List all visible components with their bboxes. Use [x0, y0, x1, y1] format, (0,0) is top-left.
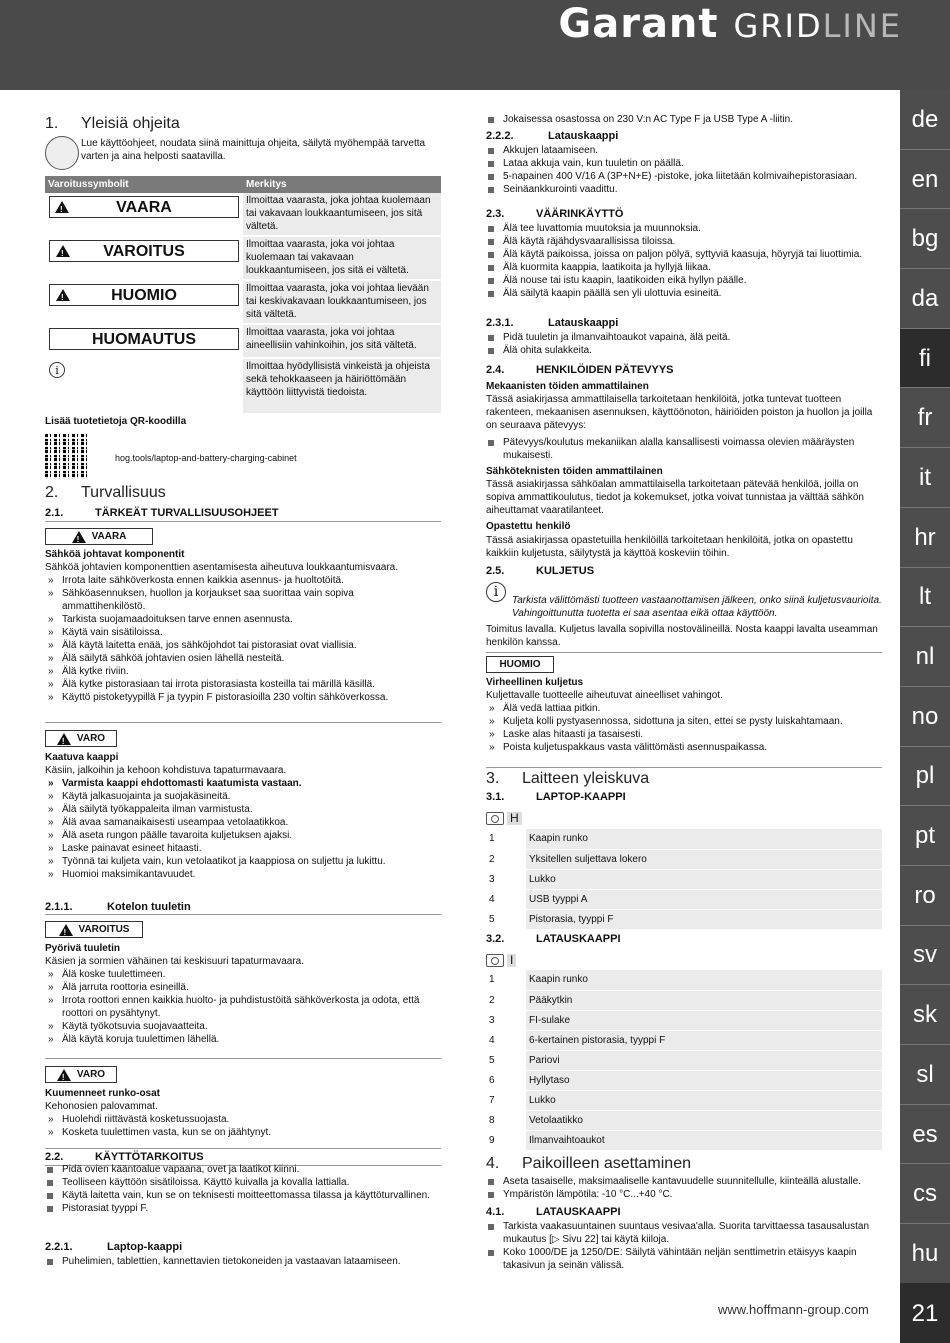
list-item: » Poista kuljetuspakkaus vasta välittömästi asennuspaikassa. — [486, 741, 882, 754]
language-tab-da[interactable]: da — [900, 269, 950, 329]
table-cell: Ilmoittaa hyödyllisistä vinkeistä ja ohjeista sekä tehokkaaseen ja häiriöttömään käyttöön liittyvistä tiedoista. — [243, 358, 441, 414]
section-3-title: 3. Laitteen yleiskuva — [486, 767, 882, 789]
right-column — [486, 0, 882, 1343]
list-charging-misuse — [486, 331, 882, 357]
list-item: » Älä kytke pistorasiaan tai irrota pistorasiasta kosteilla tai märillä käsillä. — [45, 678, 425, 691]
list-fan — [45, 968, 425, 1046]
table-cell: Ilmoittaa vaarasta, joka voi johtaa aineellisiin vahinkoihin, jos sitä vältetä. — [243, 324, 441, 358]
list-item: » Älä avaa samanaikaisesti useampaa vetolaatikkoa. — [45, 816, 425, 829]
part-number: 1 — [486, 829, 526, 849]
list-installation — [486, 1175, 882, 1201]
part-name: Pääkytkin — [526, 990, 882, 1010]
table-row — [486, 849, 882, 869]
list-laptop-item — [45, 1255, 441, 1268]
paragraph: Tässä asiakirjassa opastetuilla henkilöillä tarkoitetaan henkilöitä, jotka on opastettu kaikkiin kuljetusta, säilytystä ja käyttöä koskeviin töihin. — [486, 535, 853, 559]
info-icon: i — [486, 582, 506, 602]
warning-triangle-icon — [56, 289, 70, 301]
list-item: » Älä kytke riviin. — [45, 665, 425, 678]
signal-word-huomio: ! HUOMIO — [49, 284, 239, 306]
signal-word-varoitus: ! VAROITUS — [49, 240, 239, 262]
language-tab-sl[interactable]: sl — [900, 1045, 950, 1105]
language-tab-pl[interactable]: pl — [900, 747, 950, 807]
part-name: Pariovi — [526, 1050, 882, 1070]
table-row — [486, 1110, 882, 1130]
list-item: » Kuljeta kolli pystyasennossa, sidottuna ja siten, ettei se pysty luiskahtamaan. — [486, 715, 882, 728]
list-item: Älä ohita sulakkeita. — [486, 344, 882, 357]
list-charging — [486, 144, 882, 196]
part-number: 3 — [486, 1010, 526, 1030]
brand-logo: Garant GRIDLINE — [558, 1, 902, 47]
table-row — [486, 869, 882, 889]
table-row — [486, 1050, 882, 1070]
list-item: Pätevyys/koulutus mekaniikan alalla kansallisesti voimassa olevien määräysten mukaisesti. — [486, 436, 882, 462]
manual-read-icon — [45, 136, 79, 170]
list-item: » Älä säilytä työkappaleita ilman varmistusta. — [45, 803, 425, 816]
list-item: Pidä tuuletin ja ilmanvaihtoaukot vapaina, älä peitä. — [486, 331, 882, 344]
table-row — [486, 970, 882, 990]
part-number: 8 — [486, 1110, 526, 1130]
table-row — [486, 1030, 882, 1050]
section-2-1-1-title: 2.1.1. Kotelon tuuletin — [45, 900, 441, 915]
intro-text: Kehonosien palovammat. — [45, 1101, 158, 1112]
list-item: » Sähköasennuksen, huollon ja korjaukset saa suorittaa vain sopiva ammattihenkilöstö. — [45, 587, 425, 613]
intro-text: Käsien ja sormien vähäinen tai keskisuuri tapaturmavaara. — [45, 956, 305, 967]
list-item: » Irrota roottori ennen kaikkia huolto- ja puhdistustöitä sähköverkosta ja odota, että roottori on pysähtynyt. — [45, 994, 425, 1020]
table-row — [486, 1130, 882, 1150]
badge-huomio: HUOMIO — [486, 656, 554, 673]
list-item: Lataa akkuja vain, kun tuuletin on päällä. — [486, 157, 882, 170]
part-number: 7 — [486, 1090, 526, 1110]
section-4-1-title: 4.1. LATAUSKAAPPI — [486, 1206, 621, 1218]
list-item: Älä tee luvattomia muutoksia ja muunnoksia. — [486, 222, 882, 235]
part-number: 3 — [486, 869, 526, 889]
section-2-4-title: 2.4. HENKILÖIDEN PÄTEVYYS — [486, 364, 674, 376]
language-tab-fr[interactable]: fr — [900, 388, 950, 448]
list-item: Jokaisessa osastossa on 230 V:n AC Type F ja USB Type A -liitin. — [486, 113, 882, 126]
figure-reference: H — [486, 812, 522, 825]
list-item: Aseta tasaiselle, maksimaaliselle kantavuudelle suunnitellulle, kiinteällä alustalle. — [486, 1175, 882, 1188]
section-2-1-title: 2.1. TÄRKEÄT TURVALLISUUSOHJEET — [45, 506, 441, 522]
table-row — [486, 889, 882, 909]
list-electric — [45, 574, 425, 704]
list-item: Puhelimien, tablettien, kannettavien tietokoneiden ja vastaavan lataamiseen. — [45, 1255, 441, 1268]
qr-title: Lisää tuotetietoja QR-koodilla — [45, 416, 187, 427]
signal-word-huomautus: HUOMAUTUS — [49, 328, 239, 350]
list-transport — [486, 702, 882, 754]
transport-note: Tarkista välittömästi tuotteen vastaanottamisen jälkeen, onko siinä kuljetusvaurioita. Vahingoittunutta tuotetta ei saa asentaa eikä ottaa käyttöön. — [512, 595, 882, 619]
list-item: Teolliseen käyttöön sisätiloissa. Käyttö kuivalla ja kovalla lattialla. — [45, 1176, 435, 1189]
part-name: FI-sulake — [526, 1010, 882, 1030]
section-2-3-title: 2.3. VÄÄRINKÄYTTÖ — [486, 208, 624, 220]
list-item: Älä käytä paikoissa, joissa on paljon pölyä, syttyviä kaasuja, höyryjä tai liuottimia. — [486, 248, 882, 261]
list-item: » Irrota laite sähköverkosta ennen kaikkia asennus- ja huoltotöitä. — [45, 574, 425, 587]
list-item: Älä käytä räjähdysvaarallisissa tiloissa. — [486, 235, 882, 248]
paragraph: Tässä asiakirjassa sähköalan ammattilaisella tarkoitetaan pätevää henkilöä, joilla on sopiva ammattikoulutus, tiedot ja kokemukset, jotka voivat tunnistaa ja välttää sähkön aiheuttamat vaaratilanteet. — [486, 479, 864, 516]
part-number: 5 — [486, 1050, 526, 1070]
section-1-intro: Lue käyttöohjeet, noudata siinä mainittuja ohjeita, säilytä myöhempää tarvetta varten ja aina helposti saatavilla. — [81, 138, 426, 162]
list-item: » Käytä vain sisätiloissa. — [45, 626, 425, 639]
language-tab-it[interactable]: it — [900, 448, 950, 508]
part-name: Lukko — [526, 1090, 882, 1110]
section-3-1-title: 3.1. LAPTOP-KAAPPI — [486, 791, 626, 803]
table-cell: Ilmoittaa vaarasta, joka voi johtaa lievään tai keskivakavaan loukkaantumiseen, jos sitä vältetä. — [243, 280, 441, 324]
part-name: Kaapin runko — [526, 970, 882, 990]
table-row — [486, 1090, 882, 1110]
paragraph: Toimitus lavalla. Kuljetus lavalla sopivilla nostovälineillä. Nosta kaappi lavalta useamman henkilön kanssa. — [486, 624, 878, 648]
table-row — [486, 1010, 882, 1030]
table-cell: Ilmoittaa vaarasta, joka johtaa kuolemaan tai vakavaan loukkaantumiseen, jos sitä vältetä. — [243, 193, 441, 236]
list-item: » Älä koske tuulettimeen. — [45, 968, 425, 981]
section-2-3-1-title: 2.3.1. Latauskaappi — [486, 317, 619, 329]
part-number: 1 — [486, 970, 526, 990]
table-cell: Ilmoittaa vaarasta, joka voi johtaa kuolemaan tai vakavaan loukkaantumiseen, jos sitä ei vältetä. — [243, 236, 441, 280]
part-name: Yksitellen suljettava lokero — [526, 849, 882, 869]
subtitle: Kuumenneet runko-osat — [45, 1088, 161, 1099]
table-row — [486, 829, 882, 849]
language-tab-lt[interactable]: lt — [900, 568, 950, 628]
warning-triangle-icon — [59, 924, 73, 936]
table-row — [486, 1070, 882, 1090]
language-tab-nl[interactable]: nl — [900, 627, 950, 687]
section-3-2-title: 3.2. LATAUSKAAPPI — [486, 933, 621, 945]
language-tab-bg[interactable]: bg — [900, 209, 950, 269]
section-4-title: 4. Paikoilleen asettaminen — [486, 1155, 691, 1172]
list-item: » Käyttö pistoketyypillä F ja tyypin F pistorasioilla 230 voltin sähköverkossa. — [45, 691, 425, 704]
section-2-2-1-title: 2.2.1. Laptop-kaappi — [45, 1241, 183, 1253]
list-item: Akkujen lataamiseen. — [486, 144, 882, 157]
part-number: 9 — [486, 1130, 526, 1150]
list-item: Älä kuormita kaappia, laatikoita ja hyllyjä liikaa. — [486, 261, 882, 274]
list-item: Koko 1000/DE ja 1250/DE: Säilytä vähintään neljän senttimetrin etäisyys kaapin takasivun ja seinän välissä. — [486, 1246, 882, 1272]
warning-triangle-icon — [57, 1069, 71, 1081]
list-item: » Käytä työkotsuvia suojavaatteita. — [45, 1020, 425, 1033]
list-item: Ympäristön lämpötila: -10 °C...+40 °C. — [486, 1188, 882, 1201]
list-item: » Älä säilytä sähköä johtavien osien lähellä nesteitä. — [45, 652, 425, 665]
list-item: » Huolehdi riittävästä kosketussuojasta. — [45, 1113, 425, 1126]
info-icon: i — [49, 362, 65, 378]
list-item: » Älä jarruta roottoria esineillä. — [45, 981, 425, 994]
list-laptop-item — [486, 113, 882, 126]
language-tab-de[interactable]: de — [900, 90, 950, 150]
list-item: » Käytä jalkasuojainta ja suojakäsineitä. — [45, 790, 425, 803]
intro-text: Kuljettavalle tuotteelle aiheutuvat aineelliset vahingot. — [486, 690, 723, 701]
table-header: Merkitys — [243, 176, 441, 193]
part-number: 4 — [486, 889, 526, 909]
part-number: 6 — [486, 1070, 526, 1090]
part-number: 2 — [486, 849, 526, 869]
warning-triangle-icon — [56, 245, 70, 257]
divider — [45, 722, 441, 723]
parts-table-laptop — [486, 829, 882, 930]
qr-url[interactable]: hog.tools/laptop-and-battery-charging-cabinet — [115, 453, 297, 463]
list-misuse — [486, 222, 882, 300]
subtitle: Virheellinen kuljetus — [486, 677, 584, 688]
part-name: Kaapin runko — [526, 829, 882, 849]
left-column — [45, 0, 441, 1343]
intro-text: Käsiin, jalkoihin ja kehoon kohdistuva tapaturmavaara. — [45, 765, 287, 776]
camera-icon — [486, 954, 504, 967]
badge-varoitus: ! VAROITUS — [45, 921, 143, 940]
badge-varo: ! VARO — [45, 730, 117, 749]
language-tab-ro[interactable]: ro — [900, 866, 950, 926]
list-item: » Työnnä tai kuljeta vain, kun vetolaatikot ja kaappiosa on suljettu ja lukittu. — [45, 855, 425, 868]
warning-triangle-icon — [57, 733, 71, 745]
badge-varo: ! VARO — [45, 1066, 117, 1085]
figure-reference: I — [486, 954, 516, 967]
table-row — [486, 990, 882, 1010]
subtitle: Mekaanisten töiden ammattilainen — [486, 381, 649, 392]
list-item: » Tarkista suojamaadoituksen tarve ennen asennusta. — [45, 613, 425, 626]
list-item: » Älä vedä lattiaa pitkin. — [486, 702, 882, 715]
language-tab-pt[interactable]: pt — [900, 806, 950, 866]
warning-triangle-icon — [72, 531, 86, 543]
list-item: » Huomioi maksimikantavuudet. — [45, 868, 425, 881]
list-item: » Älä käytä koruja tuulettimen lähellä. — [45, 1033, 425, 1046]
subtitle: Opastettu henkilö — [486, 521, 571, 532]
part-name: Vetolaatikko — [526, 1110, 882, 1130]
list-item: » Kosketa tuulettimen vasta, kun se on jäähtynyt. — [45, 1126, 425, 1139]
section-2-2-title: 2.2. KÄYTTÖTARKOITUS — [45, 1148, 441, 1166]
list-item: » Älä aseta rungon päälle tavaroita kuljetuksen ajaksi. — [45, 829, 425, 842]
part-name: USB tyyppi A — [526, 889, 882, 909]
paragraph: Tässä asiakirjassa ammattilaisella tarkoitetaan henkilöitä, jotka tuntevat tuotteen rakenteen, mekaanisen asennuksen, käyttöönoton, häiriöiden poiston ja huollon ja joilla on seuraava pätevyys: — [486, 394, 873, 431]
page-number: 21 — [900, 1283, 950, 1343]
camera-icon — [486, 812, 504, 825]
warning-triangle-icon — [55, 201, 69, 213]
list-item: Käytä laitetta vain, kun se on teknisesti moitteettomassa tilassa ja käyttöturvallinen. — [45, 1189, 435, 1202]
table-header: Varoitussymbolit — [45, 176, 243, 193]
list-item: » Laske alas hitaasti ja tasaisesti. — [486, 728, 882, 741]
subtitle: Kaatuva kaappi — [45, 752, 119, 763]
list-item: Tarkista vaakasuuntainen suuntaus vesivaa'alla. Suorita tarvittaessa tasausalustan mukautus [▷ Sivu 22] tai käytä kiiloja. — [486, 1220, 882, 1246]
intro-text: Sähköä johtavien komponenttien asentamisesta aiheutuva loukkaantumisvaara. — [45, 562, 398, 573]
part-name: Pistorasia, tyyppi F — [526, 909, 882, 929]
language-tab-sv[interactable]: sv — [900, 926, 950, 986]
warning-symbols-table — [45, 176, 441, 415]
part-name: Lukko — [526, 869, 882, 889]
part-name: 6-kertainen pistorasia, tyyppi F — [526, 1030, 882, 1050]
list-charging-install — [486, 1220, 882, 1272]
part-number: 4 — [486, 1030, 526, 1050]
language-tab-es[interactable]: es — [900, 1105, 950, 1165]
list-item: Pistorasiat tyyppi F. — [45, 1202, 435, 1215]
language-tab-sk[interactable]: sk — [900, 985, 950, 1045]
subtitle: Pyörivä tuuletin — [45, 943, 121, 954]
list-item: Seinäankkurointi vaadittu. — [486, 183, 882, 196]
language-tab-hr[interactable]: hr — [900, 508, 950, 568]
language-sidebar — [900, 90, 950, 1284]
section-2-5-title: 2.5. KULJETUS — [486, 565, 595, 577]
list-item: » Varmista kaappi ehdottomasti kaatumista vastaan. — [45, 777, 425, 790]
list-item: 5-napainen 400 V/16 A (3P+N+E) -pistoke, joka liitetään kolmivaihepistorasiaan. — [486, 170, 882, 183]
list-item: Älä säilytä kaapin päällä sen yli ulottuvia esineitä. — [486, 287, 882, 300]
footer-url[interactable]: www.hoffmann-group.com — [718, 1302, 869, 1317]
signal-word-vaara: ! VAARA — [49, 196, 239, 218]
qr-code[interactable] — [45, 434, 90, 479]
list-hot-parts — [45, 1113, 425, 1139]
list-item: » Älä käytä laitetta enää, jos sähköjohdot tai pistorasiat ovat viallisia. — [45, 639, 425, 652]
qualification-list — [486, 436, 882, 462]
divider — [45, 1058, 441, 1059]
table-row — [486, 909, 882, 929]
divider — [486, 652, 882, 653]
list-item: Pidä ovien kääntöalue vapaana, ovet ja laatikot kiinni. — [45, 1163, 435, 1176]
part-name: Ilmanvaihtoaukot — [526, 1130, 882, 1150]
language-tab-no[interactable]: no — [900, 687, 950, 747]
section-1-title: 1. Yleisiä ohjeita — [45, 115, 180, 132]
list-item: Älä nouse tai istu kaapin, laatikoiden eikä hyllyn päälle. — [486, 274, 882, 287]
language-tab-hu[interactable]: hu — [900, 1224, 950, 1284]
parts-table-charging — [486, 970, 882, 1151]
part-number: 5 — [486, 909, 526, 929]
language-tab-fi[interactable]: fi — [900, 329, 950, 389]
part-name: Hyllytaso — [526, 1070, 882, 1090]
subtitle: Sähköä johtavat komponentit — [45, 549, 185, 560]
list-item: » Laske painavat esineet hitaasti. — [45, 842, 425, 855]
language-tab-en[interactable]: en — [900, 150, 950, 210]
badge-vaara: ! VAARA — [45, 528, 153, 547]
subtitle: Sähköteknisten töiden ammattilainen — [486, 466, 663, 477]
section-2-2-2-title: 2.2.2. Latauskaappi — [486, 130, 619, 142]
language-tab-cs[interactable]: cs — [900, 1164, 950, 1224]
list-tipping — [45, 777, 425, 881]
list-intended-use — [45, 1163, 435, 1215]
section-2-title: 2. Turvallisuus — [45, 484, 166, 501]
part-number: 2 — [486, 990, 526, 1010]
